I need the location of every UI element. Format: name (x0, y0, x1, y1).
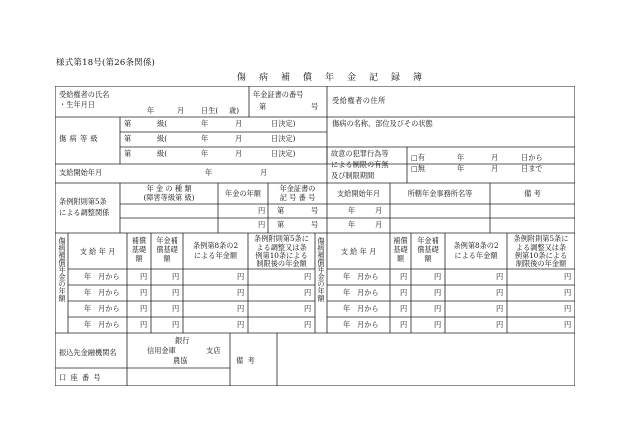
account-number-label: 口 座 番 号 (59, 373, 102, 382)
ledger-side-label-right: 傷病補償年金の年額 (317, 237, 326, 302)
grade-kyu: 級( (157, 134, 167, 143)
ledger-yen: 円 (434, 272, 442, 281)
pension-amount-label: 年金の年額 (225, 189, 261, 198)
ledger-yen: 円 (400, 288, 408, 297)
ledger-col-pbase: 額 (163, 254, 171, 263)
ledger-row-from: 月から (357, 320, 379, 329)
ledger-row-year: 年 (343, 320, 351, 329)
no-until: 日まで (521, 164, 543, 173)
ledger-col-base: 補償 (131, 236, 147, 245)
crime-label-1: 故意の犯罪行為等 (331, 149, 389, 158)
ledger-row-year: 年 (343, 272, 351, 281)
ledger-yen: 円 (496, 288, 504, 297)
adjust-year: 年 (348, 206, 356, 215)
grade-label: 傷 病 等 級 (59, 134, 99, 143)
adjust-yen: 円 (258, 206, 266, 215)
cert-no-label: 年金証書の番号 (253, 90, 304, 99)
ledger-row-year: 年 (84, 288, 92, 297)
title-char: 補 (280, 73, 291, 83)
adjust-year: 年 (348, 220, 356, 229)
page-title (210, 70, 450, 83)
ledger-col-art8: 条例第8条の2 (192, 241, 239, 250)
ledger-yen: 円 (434, 288, 442, 297)
ledger-col-base: 基礎 (131, 245, 147, 254)
ledger-yen: 円 (172, 304, 180, 313)
ledger-yen: 円 (140, 272, 148, 281)
ledger-col-pbase: 額 (424, 254, 432, 263)
title-char: 簿 (413, 73, 424, 83)
title-char: 金 (347, 73, 358, 83)
ledger-yen: 円 (172, 320, 180, 329)
recipient-label-1: 受給権者の氏名 (59, 90, 110, 99)
dob-age: 歳) (229, 106, 239, 115)
ledger-row-from: 月から (357, 304, 379, 313)
ledger-yen: 円 (564, 320, 572, 329)
bank-remarks-label: 備 考 (236, 356, 256, 365)
payment-start-label: 支給開始年月 (59, 168, 103, 177)
grade-kyu: 級( (157, 119, 167, 128)
ledger-col-adj: よる調整又は条 (515, 243, 567, 252)
adjust-cert-no-2: 記 号 番 号 (279, 193, 316, 202)
ledger-col-base: 額 (135, 254, 143, 263)
adjust-dai: 第 (277, 220, 285, 229)
ledger-row-year: 年 (84, 272, 92, 281)
office-name-label: 所轄年金事務所名等 (407, 189, 473, 198)
adjust-go: 号 (311, 220, 319, 229)
ledger-yen: 円 (400, 272, 408, 281)
ledger-row-year: 年 (84, 304, 92, 313)
adjust-month: 月 (375, 220, 383, 229)
yes-from: 日から (521, 153, 543, 162)
adjust-start-ym: 支給開始年月 (336, 189, 381, 198)
cert-no-go: 号 (311, 102, 319, 111)
ledger-col-pbase: 年金補 (156, 236, 178, 245)
grade-year: 年 (201, 149, 209, 158)
ledger-yen: 円 (496, 304, 504, 313)
ledger-row-year: 年 (343, 304, 351, 313)
ledger-col-pbase: 償基礎 (417, 245, 439, 254)
recipient-label-2: ・生年月日 (59, 100, 95, 109)
title-char: 年 (324, 73, 335, 83)
ledger-col-art8: による年金額 (454, 251, 498, 260)
ledger-yen: 円 (304, 320, 312, 329)
ledger-yen: 円 (237, 320, 245, 329)
ledger-yen: 円 (237, 304, 245, 313)
ledger-row-from: 月から (98, 288, 120, 297)
adjust-cert-no-1: 年金証書の (279, 184, 316, 193)
ledger-yen: 円 (172, 288, 180, 297)
grade-kyu: 級( (157, 149, 167, 158)
ledger-row-year: 年 (343, 288, 351, 297)
ledger-yen: 円 (496, 320, 504, 329)
pension-grade-label: (障害等級第 級) (143, 193, 195, 202)
dob-month: 月 (177, 106, 185, 115)
ledger-col-base: 基礎 (393, 245, 408, 254)
ledger-col-adj: 制限後の年金額 (515, 259, 567, 268)
form-id: 様式第18号(第26条関係) (56, 58, 156, 68)
grade-decided: 日決定) (271, 134, 296, 143)
restriction-yes-checkbox[interactable]: □有 (411, 153, 425, 162)
bank-branch: 支店 (206, 346, 221, 355)
bank-agri: 農協 (173, 356, 188, 365)
ledger-row-from: 月から (98, 304, 120, 313)
crime-label-2: による制限の有無 (331, 160, 389, 169)
ledger-col-adj: 条例附則第5条に (254, 234, 309, 243)
ledger-col-art8: 条例第8条の2 (453, 241, 499, 250)
adjust-go: 号 (311, 206, 319, 215)
ledger-col-adj: 制限後の年金額 (256, 259, 307, 268)
ledger-yen: 円 (304, 288, 312, 297)
ledger-row-year: 年 (84, 320, 92, 329)
crime-label-3: 及び制限期間 (331, 171, 375, 180)
adjust-remarks-label: 備 考 (524, 189, 541, 198)
ledger-col-adj: 例第10条による (255, 251, 308, 260)
ledger-yen: 円 (496, 272, 504, 281)
title-char: 録 (391, 73, 402, 83)
grade-dai: 第 (124, 149, 132, 158)
grade-month: 月 (235, 134, 243, 143)
ledger-yen: 円 (564, 288, 572, 297)
ledger-yen: 円 (140, 288, 148, 297)
grade-month: 月 (235, 119, 243, 128)
grade-decided: 日決定) (271, 119, 296, 128)
title-char: 傷 (236, 73, 247, 83)
dob-day: 日生( (201, 106, 219, 115)
grade-year: 年 (201, 119, 209, 128)
adjust-label-1: 条例附則第5条 (59, 197, 107, 206)
payment-start-year: 年 (205, 168, 213, 177)
ledger-form (55, 86, 575, 386)
adjust-month: 月 (375, 206, 383, 215)
title-char: 償 (302, 73, 313, 83)
grade-month: 月 (235, 149, 243, 158)
grade-year: 年 (201, 134, 209, 143)
ledger-yen: 円 (400, 320, 408, 329)
yes-month: 月 (491, 153, 499, 162)
ledger-side-label-left: 傷病補償年金の年額 (58, 237, 67, 302)
ledger-col-ym: 支 給 年 月 (79, 247, 116, 256)
ledger-col-art8: による年金額 (193, 251, 238, 260)
restriction-no-checkbox[interactable]: □無 (411, 164, 425, 173)
ledger-col-base: 額 (396, 254, 405, 263)
no-year: 年 (457, 164, 465, 173)
cert-no-dai: 第 (259, 102, 267, 111)
ledger-yen: 円 (237, 288, 245, 297)
ledger-row-from: 月から (98, 272, 120, 281)
ledger-col-ym: 支 給 年 月 (340, 247, 377, 256)
disease-label: 傷病の名称、部位及びその状態 (332, 119, 433, 128)
adjust-label-2: による調整関係 (59, 208, 110, 217)
address-label: 受給権者の住所 (332, 96, 386, 105)
grade-dai: 第 (124, 119, 132, 128)
ledger-row-from: 月から (357, 272, 379, 281)
ledger-yen: 円 (304, 272, 312, 281)
ledger-col-base: 補償 (393, 236, 408, 245)
title-char: 病 (258, 73, 269, 83)
adjust-dai: 第 (277, 206, 285, 215)
adjust-yen: 円 (258, 220, 266, 229)
ledger-yen: 円 (304, 304, 312, 313)
yes-year: 年 (457, 153, 465, 162)
no-month: 月 (491, 164, 499, 173)
ledger-yen: 円 (434, 304, 442, 313)
ledger-row-from: 月から (357, 288, 379, 297)
ledger-yen: 円 (237, 272, 245, 281)
ledger-yen: 円 (140, 304, 148, 313)
ledger-yen: 円 (564, 272, 572, 281)
bank-credit: 信用金庫 (147, 346, 176, 355)
ledger-yen: 円 (140, 320, 148, 329)
ledger-yen: 円 (400, 304, 408, 313)
ledger-col-pbase: 年金補 (417, 236, 439, 245)
dob-year: 年 (147, 106, 155, 115)
ledger-col-adj: 例第10条による (514, 251, 568, 260)
grade-dai: 第 (124, 134, 132, 143)
bank-bank: 銀行 (175, 336, 190, 345)
title-char: 記 (369, 73, 380, 83)
ledger-col-pbase: 償基礎 (156, 245, 178, 254)
ledger-yen: 円 (172, 272, 180, 281)
ledger-yen: 円 (564, 304, 572, 313)
bank-label: 振込先金融機関名 (59, 348, 117, 357)
ledger-col-adj: 条例附則第5条に (513, 234, 569, 243)
payment-start-month: 月 (260, 168, 268, 177)
ledger-row-from: 月から (98, 320, 120, 329)
ledger-col-adj: よる調整又は条 (256, 243, 307, 252)
grade-decided: 日決定) (271, 149, 296, 158)
pension-type-label: 年 金 の 種 類 (146, 184, 192, 193)
ledger-yen: 円 (434, 320, 442, 329)
